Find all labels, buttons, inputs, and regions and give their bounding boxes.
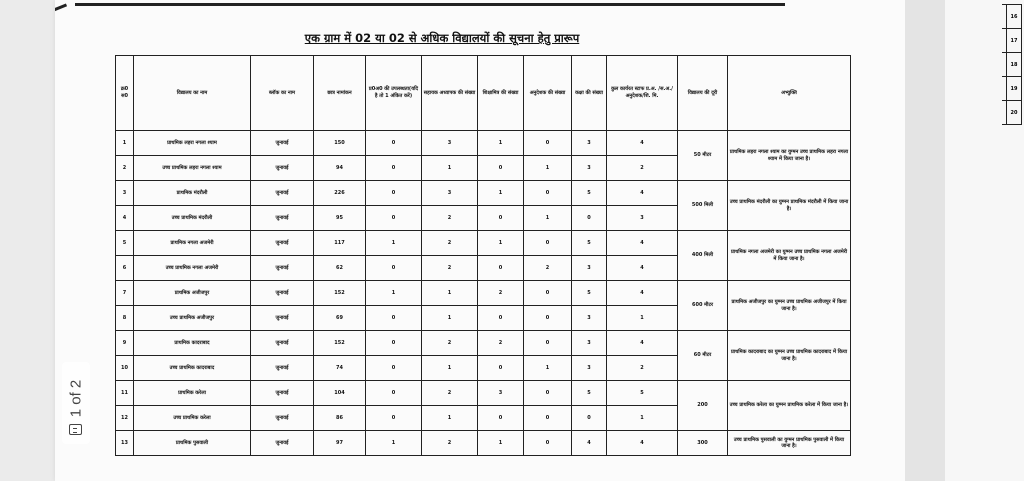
shiksha-mitra-cell: 3 (478, 381, 524, 406)
remark-cell: उच्च प्राथमिक पुसवाली का युग्मन प्राथमिक पुसवाली में किया जाना है। (728, 431, 851, 456)
scan-mark (55, 3, 67, 11)
classroom-cell: 3 (572, 131, 607, 156)
remark-cell: प्राथमिक नगला अजमेरी का युग्मन उच्च प्राथमिक नगला अजमेरी में किया जाना है। (728, 231, 851, 281)
header-remarks: अभ्युक्ति (728, 56, 851, 131)
page-icon (69, 424, 82, 435)
staff-cell: 4 (607, 181, 678, 206)
school-name-cell: उच्च प्राथमिक लहरा नगला श्याम (134, 156, 251, 181)
header-instructors: अनुदेशक की संख्या (524, 56, 572, 131)
schools-table (115, 55, 851, 456)
school-name-cell: उच्च प्राथमिक मंदरौली (134, 206, 251, 231)
assistant-cell: 1 (422, 281, 478, 306)
instructor-cell: 0 (524, 231, 572, 256)
staff-cell: 4 (607, 281, 678, 306)
block-cell: जुनावई (251, 131, 314, 156)
shiksha-mitra-cell: 0 (478, 306, 524, 331)
block-cell: जुनावई (251, 356, 314, 381)
block-cell: जुनावई (251, 431, 314, 456)
instructor-cell: 0 (524, 406, 572, 431)
next-page-number: 19 (1007, 77, 1022, 101)
header-serial: क्र0 स0 (116, 56, 134, 131)
enrollment-cell: 62 (314, 256, 366, 281)
classroom-cell: 0 (572, 406, 607, 431)
serial-cell: 8 (116, 306, 134, 331)
classroom-cell: 3 (572, 331, 607, 356)
assistant-cell: 2 (422, 256, 478, 281)
staff-cell: 5 (607, 381, 678, 406)
instructor-cell: 1 (524, 156, 572, 181)
enrollment-cell: 150 (314, 131, 366, 156)
headmaster-cell: 1 (366, 231, 422, 256)
staff-cell: 3 (607, 206, 678, 231)
block-cell: जुनावई (251, 331, 314, 356)
shiksha-mitra-cell: 2 (478, 281, 524, 306)
school-name-cell: प्राथमिक करेला (134, 381, 251, 406)
table-row (116, 431, 851, 456)
classroom-cell: 5 (572, 281, 607, 306)
serial-cell: 2 (116, 156, 134, 181)
next-page-number: 20 (1007, 101, 1022, 125)
next-page-preview (945, 0, 1024, 481)
assistant-cell: 3 (422, 181, 478, 206)
distance-cell: 400 मिली (678, 231, 728, 281)
school-name-cell: प्राथमिक कादराबाद (134, 331, 251, 356)
distance-cell: 60 मीटर (678, 331, 728, 381)
assistant-cell: 2 (422, 381, 478, 406)
classroom-cell: 4 (572, 431, 607, 456)
document-title: एक ग्राम में 02 या 02 से अधिक विद्यालयों की सूचना हेतु प्रारूप (304, 31, 580, 45)
viewer-background (0, 0, 55, 481)
headmaster-cell: 0 (366, 406, 422, 431)
headmaster-cell: 0 (366, 206, 422, 231)
school-name-cell: उच्च प्राथमिक कादराबाद (134, 356, 251, 381)
distance-cell: 300 (678, 431, 728, 456)
next-page-number: 16 (1007, 5, 1022, 29)
serial-cell: 6 (116, 256, 134, 281)
shiksha-mitra-cell: 1 (478, 431, 524, 456)
shiksha-mitra-cell: 0 (478, 356, 524, 381)
assistant-cell: 1 (422, 406, 478, 431)
classroom-cell: 5 (572, 231, 607, 256)
serial-cell: 9 (116, 331, 134, 356)
page-indicator-label: 1 of 2 (67, 379, 85, 418)
assistant-cell: 3 (422, 131, 478, 156)
enrollment-cell: 97 (314, 431, 366, 456)
table-row (116, 331, 851, 356)
instructor-cell: 0 (524, 181, 572, 206)
enrollment-cell: 95 (314, 206, 366, 231)
distance-cell: 200 (678, 381, 728, 431)
header-assistant-teachers: सहायक अध्यापक की संख्या (422, 56, 478, 131)
headmaster-cell: 0 (366, 306, 422, 331)
table-row (116, 231, 851, 256)
table-row (116, 181, 851, 206)
staff-cell: 1 (607, 306, 678, 331)
headmaster-cell: 0 (366, 381, 422, 406)
staff-cell: 4 (607, 256, 678, 281)
school-name-cell: प्राथमिक मंदरौली (134, 181, 251, 206)
enrollment-cell: 152 (314, 281, 366, 306)
block-cell: जुनावई (251, 181, 314, 206)
instructor-cell: 2 (524, 256, 572, 281)
shiksha-mitra-cell: 2 (478, 331, 524, 356)
instructor-cell: 0 (524, 281, 572, 306)
enrollment-cell: 226 (314, 181, 366, 206)
classroom-cell: 5 (572, 181, 607, 206)
assistant-cell: 2 (422, 231, 478, 256)
header-block: ब्लॉक का नाम (251, 56, 314, 131)
classroom-cell: 3 (572, 356, 607, 381)
header-distance: विद्यालय की दूरी (678, 56, 728, 131)
classroom-cell: 3 (572, 256, 607, 281)
header-total-staff: कुल कार्यरत स्टाफ प्र.अ. /स.अ./अनुदेशक/शि. मि. (607, 56, 678, 131)
school-name-cell: प्राथमिक नगला अजमेरी (134, 231, 251, 256)
assistant-cell: 2 (422, 331, 478, 356)
header-headmaster: प्र0अ0 की उपलब्धता(यदि है तो 1 अंकित करें) (366, 56, 422, 131)
next-page-number: 17 (1007, 29, 1022, 53)
assistant-cell: 1 (422, 356, 478, 381)
headmaster-cell: 0 (366, 356, 422, 381)
table-row (116, 381, 851, 406)
staff-cell: 1 (607, 406, 678, 431)
shiksha-mitra-cell: 1 (478, 231, 524, 256)
enrollment-cell: 69 (314, 306, 366, 331)
school-name-cell: उच्च प्राथमिक करेला (134, 406, 251, 431)
staff-cell: 2 (607, 156, 678, 181)
shiksha-mitra-cell: 0 (478, 206, 524, 231)
block-cell: जुनावई (251, 381, 314, 406)
serial-cell: 11 (116, 381, 134, 406)
remark-cell: प्राथमिक अजीजपुर का युग्मन उच्च प्राथमिक अजीजपुर में किया जाना है। (728, 281, 851, 331)
school-name-cell: प्राथमिक पुसवाली (134, 431, 251, 456)
serial-cell: 4 (116, 206, 134, 231)
classroom-cell: 0 (572, 206, 607, 231)
instructor-cell: 0 (524, 131, 572, 156)
assistant-cell: 1 (422, 306, 478, 331)
serial-cell: 10 (116, 356, 134, 381)
block-cell: जुनावई (251, 306, 314, 331)
remark-cell: उच्च प्राथमिक मंदरौली का युग्मन प्राथमिक मंदरौली में किया जाना है। (728, 181, 851, 231)
staff-cell: 4 (607, 131, 678, 156)
staff-cell: 2 (607, 356, 678, 381)
remark-cell: उच्च प्राथमिक करेला का युग्मन प्राथमिक करेला में किया जाना है। (728, 381, 851, 431)
enrollment-cell: 74 (314, 356, 366, 381)
distance-cell: 500 मिली (678, 181, 728, 231)
block-cell: जुनावई (251, 256, 314, 281)
school-name-cell: प्राथमिक लहरा नगला श्याम (134, 131, 251, 156)
instructor-cell: 1 (524, 356, 572, 381)
enrollment-cell: 104 (314, 381, 366, 406)
assistant-cell: 2 (422, 431, 478, 456)
next-page-number: 18 (1007, 53, 1022, 77)
instructor-cell: 0 (524, 381, 572, 406)
header-shiksha-mitra: शिक्षामित्र की संख्या (478, 56, 524, 131)
enrollment-cell: 86 (314, 406, 366, 431)
table-row (116, 281, 851, 306)
next-page-table (1002, 4, 1022, 125)
assistant-cell: 2 (422, 206, 478, 231)
headmaster-cell: 0 (366, 181, 422, 206)
headmaster-cell: 0 (366, 156, 422, 181)
block-cell: जुनावई (251, 206, 314, 231)
shiksha-mitra-cell: 1 (478, 131, 524, 156)
assistant-cell: 1 (422, 156, 478, 181)
school-name-cell: प्राथमिक अजीजपुर (134, 281, 251, 306)
instructor-cell: 0 (524, 306, 572, 331)
shiksha-mitra-cell: 0 (478, 156, 524, 181)
enrollment-cell: 152 (314, 331, 366, 356)
table-header-row (116, 56, 851, 131)
block-cell: जुनावई (251, 281, 314, 306)
enrollment-cell: 117 (314, 231, 366, 256)
header-school-name: विद्यालय का नाम (134, 56, 251, 131)
school-name-cell: उच्च प्राथमिक अजीजपुर (134, 306, 251, 331)
block-cell: जुनावई (251, 156, 314, 181)
instructor-cell: 1 (524, 206, 572, 231)
serial-cell: 3 (116, 181, 134, 206)
page-indicator[interactable] (62, 362, 90, 444)
staff-cell: 4 (607, 331, 678, 356)
instructor-cell: 0 (524, 331, 572, 356)
school-name-cell: उच्च प्राथमिक नगला अजमेरी (134, 256, 251, 281)
serial-cell: 1 (116, 131, 134, 156)
serial-cell: 13 (116, 431, 134, 456)
shiksha-mitra-cell: 1 (478, 181, 524, 206)
headmaster-cell: 1 (366, 281, 422, 306)
classroom-cell: 5 (572, 381, 607, 406)
serial-cell: 12 (116, 406, 134, 431)
classroom-cell: 3 (572, 306, 607, 331)
staff-cell: 4 (607, 431, 678, 456)
page-gutter (905, 0, 945, 481)
remark-cell: प्राथमिक लहरा नगला श्याम का युग्मन उच्च प्राथमिक लहरा नगला श्याम में किया जाना है। (728, 131, 851, 181)
table-row (116, 131, 851, 156)
classroom-cell: 3 (572, 156, 607, 181)
instructor-cell: 0 (524, 431, 572, 456)
block-cell: जुनावई (251, 406, 314, 431)
header-classrooms: कक्षा की संख्या (572, 56, 607, 131)
distance-cell: 600 मीटर (678, 281, 728, 331)
headmaster-cell: 0 (366, 331, 422, 356)
headmaster-cell: 1 (366, 431, 422, 456)
shiksha-mitra-cell: 0 (478, 256, 524, 281)
shiksha-mitra-cell: 0 (478, 406, 524, 431)
serial-cell: 7 (116, 281, 134, 306)
block-cell: जुनावई (251, 231, 314, 256)
headmaster-cell: 0 (366, 131, 422, 156)
enrollment-cell: 94 (314, 156, 366, 181)
serial-cell: 5 (116, 231, 134, 256)
distance-cell: 50 मीटर (678, 131, 728, 181)
remark-cell: प्राथमिक कादराबाद का युग्मन उच्च प्राथमिक कादराबाद में किया जाना है। (728, 331, 851, 381)
staff-cell: 4 (607, 231, 678, 256)
header-enrollment: छात्र नामांकन (314, 56, 366, 131)
scan-top-rule (75, 3, 785, 6)
headmaster-cell: 0 (366, 256, 422, 281)
